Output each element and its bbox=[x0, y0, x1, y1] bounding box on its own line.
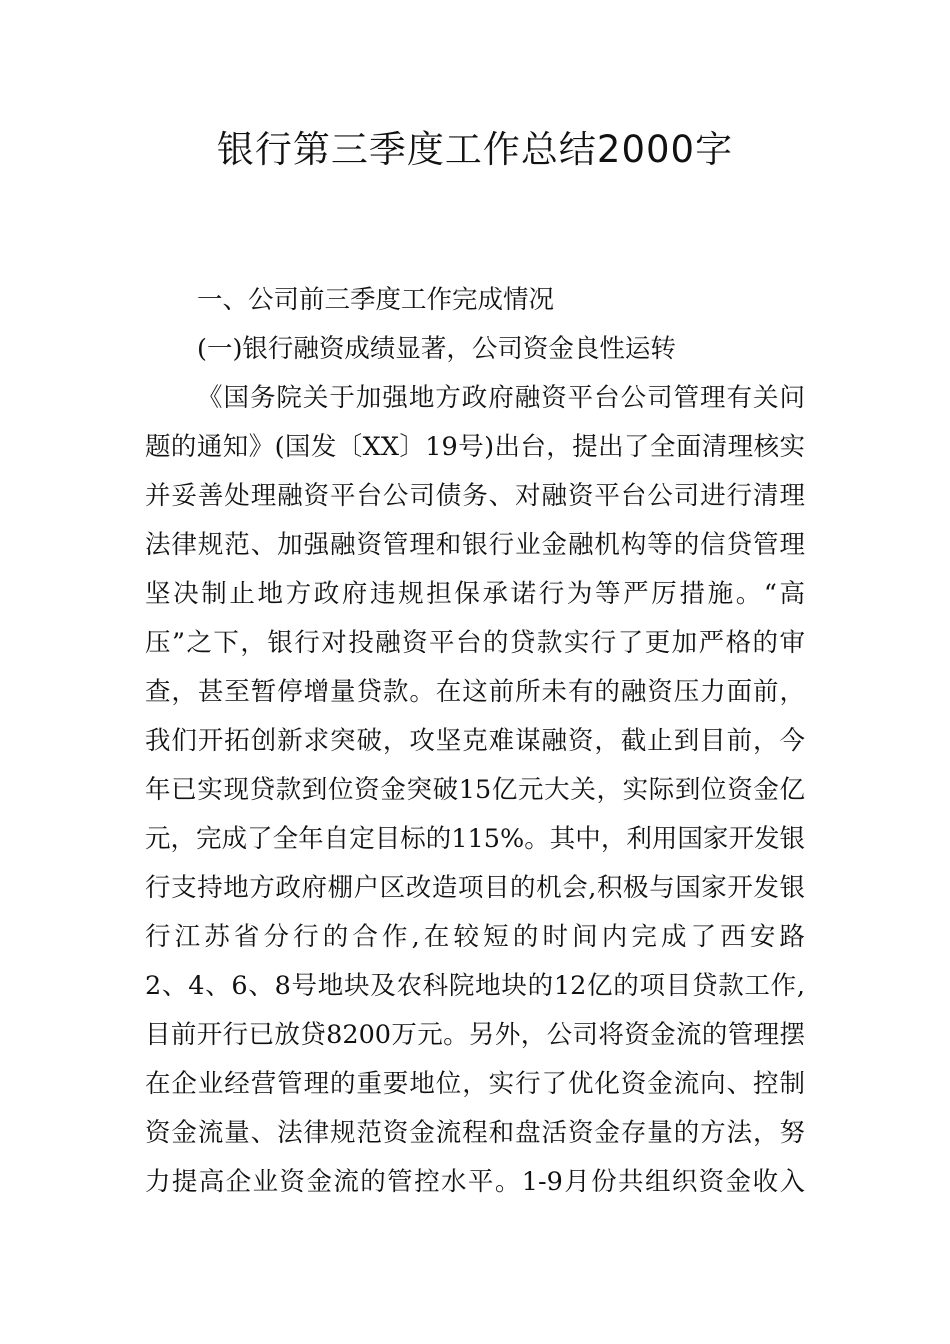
paragraph-line: 目前开行已放贷8200万元。另外，公司将资金流的管理摆 bbox=[145, 1020, 805, 1050]
section-heading: 一、公司前三季度工作完成情况 bbox=[197, 285, 555, 315]
paragraph-line: 行江苏省分行的合作,在较短的时间内完成了西安路 bbox=[145, 922, 805, 952]
paragraph-line: 在企业经营管理的重要地位，实行了优化资金流向、控制 bbox=[145, 1069, 805, 1099]
paragraph-line: 2、4、6、8号地块及农科院地块的12亿的项目贷款工作, bbox=[145, 971, 805, 1001]
paragraph-line: 查，甚至暂停增量贷款。在这前所未有的融资压力面前， bbox=[145, 677, 805, 707]
paragraph-line: 资金流量、法律规范资金流程和盘活资金存量的方法，努 bbox=[145, 1118, 805, 1148]
paragraph-line: 年已实现贷款到位资金突破15亿元大关，实际到位资金亿 bbox=[145, 775, 805, 805]
document-body bbox=[145, 276, 805, 1207]
paragraph-line: 坚决制止地方政府违规担保承诺行为等严厉措施。“高 bbox=[145, 579, 805, 609]
document-title: 银行第三季度工作总结2000字 bbox=[216, 128, 734, 171]
paragraph-line: 《国务院关于加强地方政府融资平台公司管理有关问 bbox=[197, 383, 805, 413]
paragraph-line: 我们开拓创新求突破，攻坚克难谋融资，截止到目前，今 bbox=[145, 726, 805, 756]
paragraph-line: 元，完成了全年自定目标的115%。其中，利用国家开发银 bbox=[145, 824, 805, 854]
subsection-heading: (一)银行融资成绩显著，公司资金良性运转 bbox=[197, 334, 676, 364]
paragraph-line: 力提高企业资金流的管控水平。1-9月份共组织资金收入 bbox=[145, 1167, 805, 1197]
paragraph-line: 法律规范、加强融资管理和银行业金融机构等的信贷管理 bbox=[145, 530, 805, 560]
paragraph-line: 行支持地方政府棚户区改造项目的机会,积极与国家开发银 bbox=[145, 873, 805, 903]
paragraph-line: 并妥善处理融资平台公司债务、对融资平台公司进行清理 bbox=[145, 481, 805, 511]
paragraph-line: 题的通知》(国发〔XX〕19号)出台，提出了全面清理核实 bbox=[145, 432, 805, 462]
paragraph-line: 压”之下，银行对投融资平台的贷款实行了更加严格的审 bbox=[145, 628, 805, 658]
